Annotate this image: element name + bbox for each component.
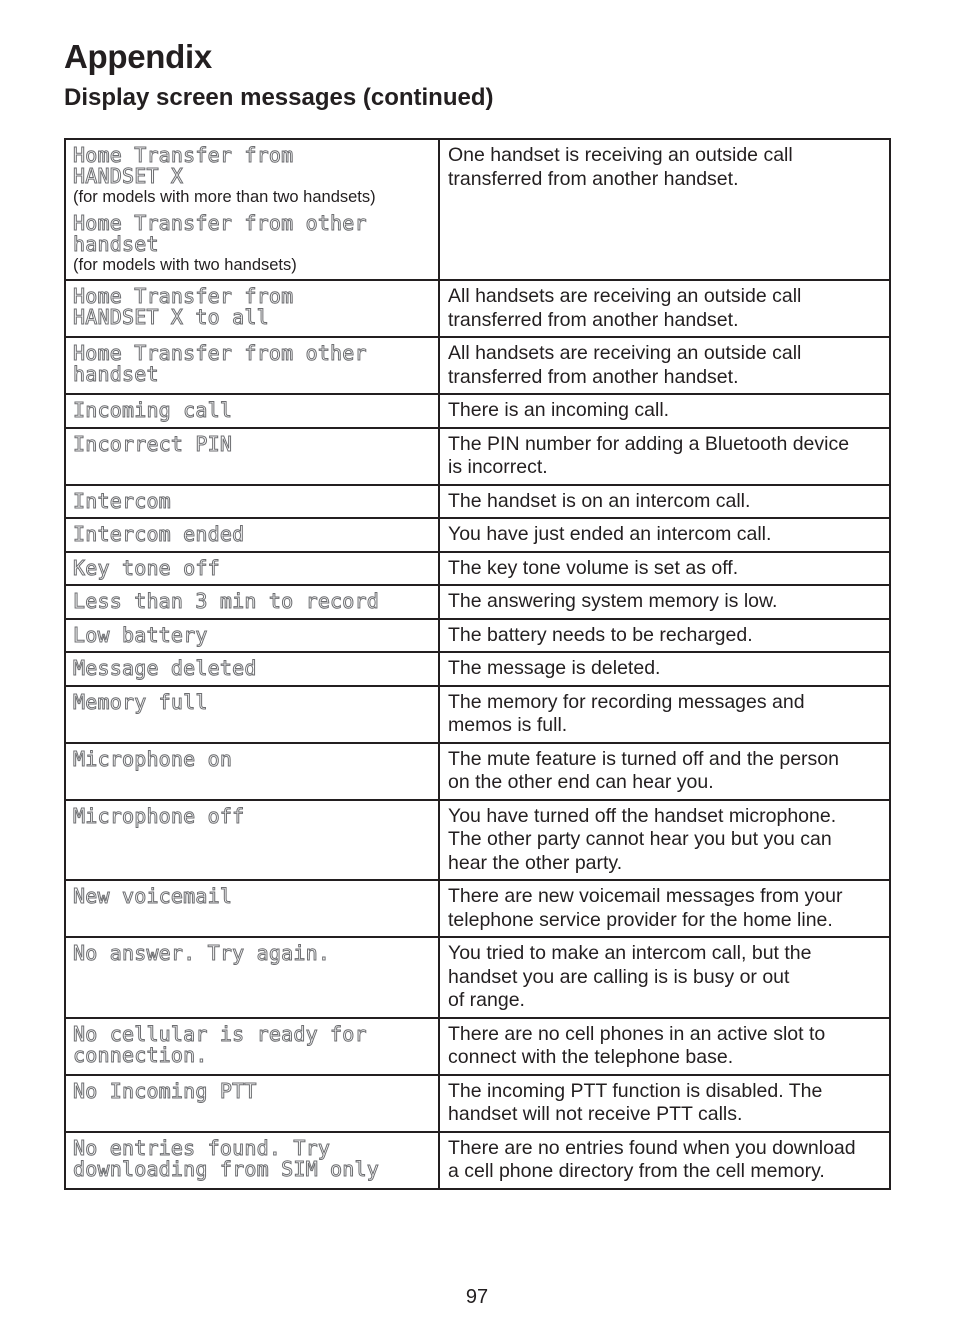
- screen-message-cell: [65, 1075, 439, 1132]
- table-body: [65, 139, 890, 1189]
- screen-message-text: Home Transfer from HANDSET X: [73, 143, 294, 188]
- screen-message-text: No entries found. Try downloading from SIM only: [73, 1135, 380, 1181]
- table-row: [65, 485, 890, 519]
- screen-message-cell: [65, 937, 439, 1018]
- screen-message-text: Key tone off: [73, 555, 220, 580]
- section-subtitle: Display screen messages (continued): [64, 84, 494, 111]
- table-row: [65, 652, 890, 686]
- message-description: You have turned off the handset microphone. The other party cannot hear you but you can hear the other party.: [439, 800, 890, 881]
- table-row: [65, 880, 890, 937]
- screen-message-text: No answer. Try again.: [73, 941, 331, 965]
- screen-message-text: Intercom ended: [73, 522, 245, 546]
- message-description: There are new voicemail messages from your telephone service provider for the home line.: [439, 880, 890, 937]
- message-description: You have just ended an intercom call.: [439, 518, 890, 552]
- screen-message-text: Low battery: [73, 622, 208, 647]
- table-row: [65, 280, 890, 337]
- screen-message-cell: [65, 652, 439, 686]
- table-row: [65, 139, 890, 280]
- screen-message-text: Intercom: [73, 488, 171, 513]
- table-row: [65, 337, 890, 394]
- message-description: The key tone volume is set as off.: [439, 552, 890, 586]
- page-number: 97: [465, 1286, 489, 1308]
- screen-message-cell: [65, 1018, 439, 1075]
- table-row: [65, 552, 890, 586]
- screen-message-cell: [65, 686, 439, 743]
- screen-message-text: New voicemail: [73, 884, 233, 908]
- table-row: [65, 743, 890, 800]
- screen-message-text: Home Transfer from HANDSET X to all: [73, 284, 294, 329]
- table-row: [65, 394, 890, 428]
- screen-message-cell: [65, 880, 439, 937]
- screen-message-cell: [65, 428, 439, 485]
- message-description: The mute feature is turned off and the person on the other end can hear you.: [439, 743, 890, 800]
- screen-message-text: Incoming call: [73, 398, 233, 422]
- message-description: The answering system memory is low.: [439, 585, 890, 619]
- message-description: You tried to make an intercom call, but the handset you are calling is is busy or out of range.: [439, 937, 890, 1018]
- screen-message-cell: [65, 743, 439, 800]
- message-description: The handset is on an intercom call.: [439, 485, 890, 519]
- screen-message-cell: [65, 337, 439, 394]
- table-row: [65, 1018, 890, 1075]
- model-note: (for models with two handsets): [73, 256, 297, 274]
- table-row: [65, 428, 890, 485]
- screen-message-text: Home Transfer from other handset: [73, 341, 367, 386]
- message-description: One handset is receiving an outside call transferred from another handset.: [439, 139, 890, 280]
- screen-message-text: Microphone off: [73, 803, 245, 828]
- page-title: Appendix: [64, 38, 212, 75]
- screen-message-cell: [65, 139, 439, 280]
- screen-message-cell: [65, 1132, 439, 1189]
- screen-message-cell: [65, 518, 439, 552]
- message-description: The incoming PTT function is disabled. The handset will not receive PTT calls.: [439, 1075, 890, 1132]
- screen-message-text: No cellular is ready for connection.: [73, 1021, 367, 1067]
- message-description: All handsets are receiving an outside call transferred from another handset.: [439, 280, 890, 337]
- screen-message-cell: [65, 485, 439, 519]
- message-description: There are no entries found when you download a cell phone directory from the cell memory.: [439, 1132, 890, 1189]
- table-row: [65, 937, 890, 1018]
- screen-message-cell: [65, 800, 439, 881]
- screen-message-text: Less than 3 min to record: [73, 589, 380, 613]
- message-description: The message is deleted.: [439, 652, 890, 686]
- screen-message-text: Incorrect PIN: [73, 431, 233, 456]
- screen-message-text: Microphone on: [73, 746, 233, 771]
- screen-message-text: Home Transfer from other handset: [73, 211, 367, 256]
- table-row: [65, 1075, 890, 1132]
- message-description: The memory for recording messages and memos is full.: [439, 686, 890, 743]
- screen-message-text: Message deleted: [73, 656, 257, 680]
- table-row: [65, 686, 890, 743]
- message-description: There are no cell phones in an active slot to connect with the telephone base.: [439, 1018, 890, 1075]
- screen-message-text: Memory full: [73, 689, 208, 714]
- message-description: There is an incoming call.: [439, 394, 890, 428]
- table-row: [65, 518, 890, 552]
- message-description: All handsets are receiving an outside call transferred from another handset.: [439, 337, 890, 394]
- screen-message-cell: [65, 394, 439, 428]
- screen-message-cell: [65, 619, 439, 653]
- model-note: (for models with more than two handsets): [73, 188, 376, 206]
- message-description: The battery needs to be recharged.: [439, 619, 890, 653]
- table-row: [65, 1132, 890, 1189]
- screen-message-text: No Incoming PTT: [73, 1078, 257, 1103]
- display-messages-table: [64, 138, 891, 1190]
- message-description: The PIN number for adding a Bluetooth device is incorrect.: [439, 428, 890, 485]
- table-row: [65, 800, 890, 881]
- screen-message-cell: [65, 585, 439, 619]
- screen-message-cell: [65, 280, 439, 337]
- table-row: [65, 619, 890, 653]
- table-row: [65, 585, 890, 619]
- screen-message-cell: [65, 552, 439, 586]
